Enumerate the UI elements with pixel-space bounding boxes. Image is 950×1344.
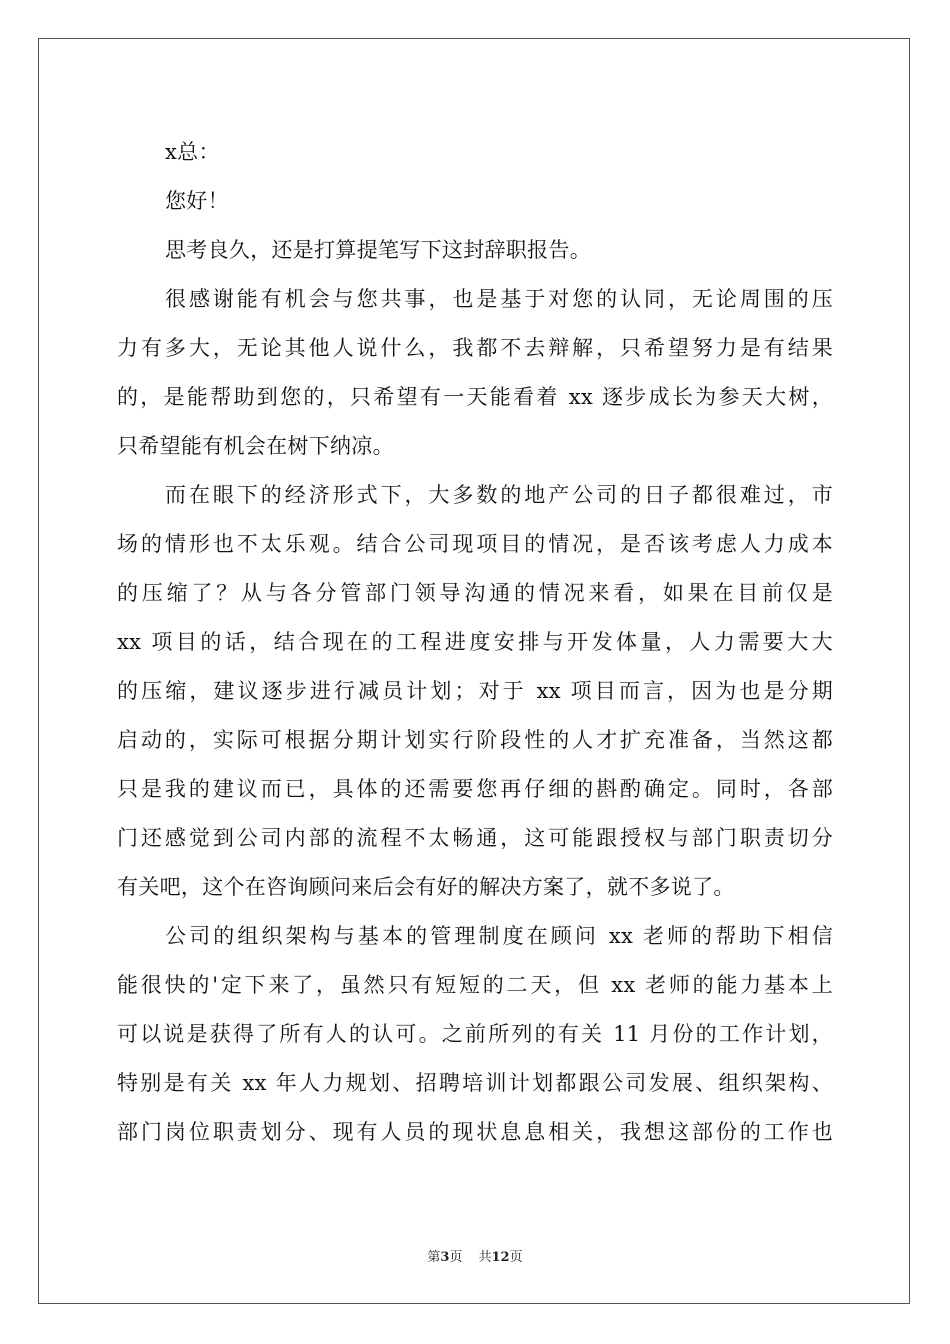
text-line: x总： bbox=[165, 140, 220, 164]
footer-prefix: 第 bbox=[427, 1250, 441, 1265]
text-line: 的压缩，建议逐步进行减员计划；对于 xx 项目而言，因为也是分期 bbox=[117, 679, 833, 703]
text-line: 可以说是获得了所有人的认可。之前所列的有关 11 月份的工作计划， bbox=[117, 1022, 833, 1046]
document-body bbox=[117, 128, 833, 1157]
page-footer bbox=[0, 1246, 950, 1265]
text-line: 启动的，实际可根据分期计划实行阶段性的人才扩充准备，当然这都 bbox=[117, 728, 833, 752]
text-line: 有关吧，这个在咨询顾问来后会有好的解决方案了，就不多说了。 bbox=[117, 875, 735, 899]
text-line: 的压缩了？从与各分管部门领导沟通的情况来看，如果在目前仅是 bbox=[117, 581, 833, 605]
text-line: 而在眼下的经济形式下，大多数的地产公司的日子都很难过，市 bbox=[165, 483, 833, 507]
text-line: 的，是能帮助到您的，只希望有一天能看着 xx 逐步成长为参天大树， bbox=[117, 385, 833, 409]
text-line: 只希望能有机会在树下纳凉。 bbox=[117, 434, 394, 458]
text-line: 您好！ bbox=[165, 189, 229, 213]
footer-total-pages: 12 bbox=[491, 1250, 510, 1265]
text-line: 力有多大，无论其他人说什么，我都不去辩解，只希望努力是有结果 bbox=[117, 336, 833, 360]
text-line: 门还感觉到公司内部的流程不太畅通，这可能跟授权与部门职责切分 bbox=[117, 826, 833, 850]
text-line: 能很快的'定下来了，虽然只有短短的二天，但 xx 老师的能力基本上 bbox=[117, 973, 833, 997]
text-line: 只是我的建议而已，具体的还需要您再仔细的斟酌确定。同时，各部 bbox=[117, 777, 833, 801]
text-line: xx 项目的话，结合现在的工程进度安排与开发体量，人力需要大大 bbox=[117, 630, 833, 654]
text-line: 很感谢能有机会与您共事，也是基于对您的认同，无论周围的压 bbox=[165, 287, 833, 311]
text-line: 思考良久，还是打算提笔写下这封辞职报告。 bbox=[165, 238, 591, 262]
text-line: 特别是有关 xx 年人力规划、招聘培训计划都跟公司发展、组织架构、 bbox=[117, 1071, 833, 1095]
footer-page-unit: 页 bbox=[449, 1250, 463, 1265]
footer-page-number: 3 bbox=[440, 1250, 450, 1265]
footer-total-unit: 页 bbox=[509, 1250, 523, 1265]
text-line: 场的情形也不太乐观。结合公司现项目的情况，是否该考虑人力成本 bbox=[117, 532, 833, 556]
text-line: 部门岗位职责划分、现有人员的现状息息相关，我想这部份的工作也 bbox=[117, 1120, 833, 1144]
text-line: 公司的组织架构与基本的管理制度在顾问 xx 老师的帮助下相信 bbox=[165, 924, 833, 948]
footer-total-prefix: 共 bbox=[478, 1250, 492, 1265]
